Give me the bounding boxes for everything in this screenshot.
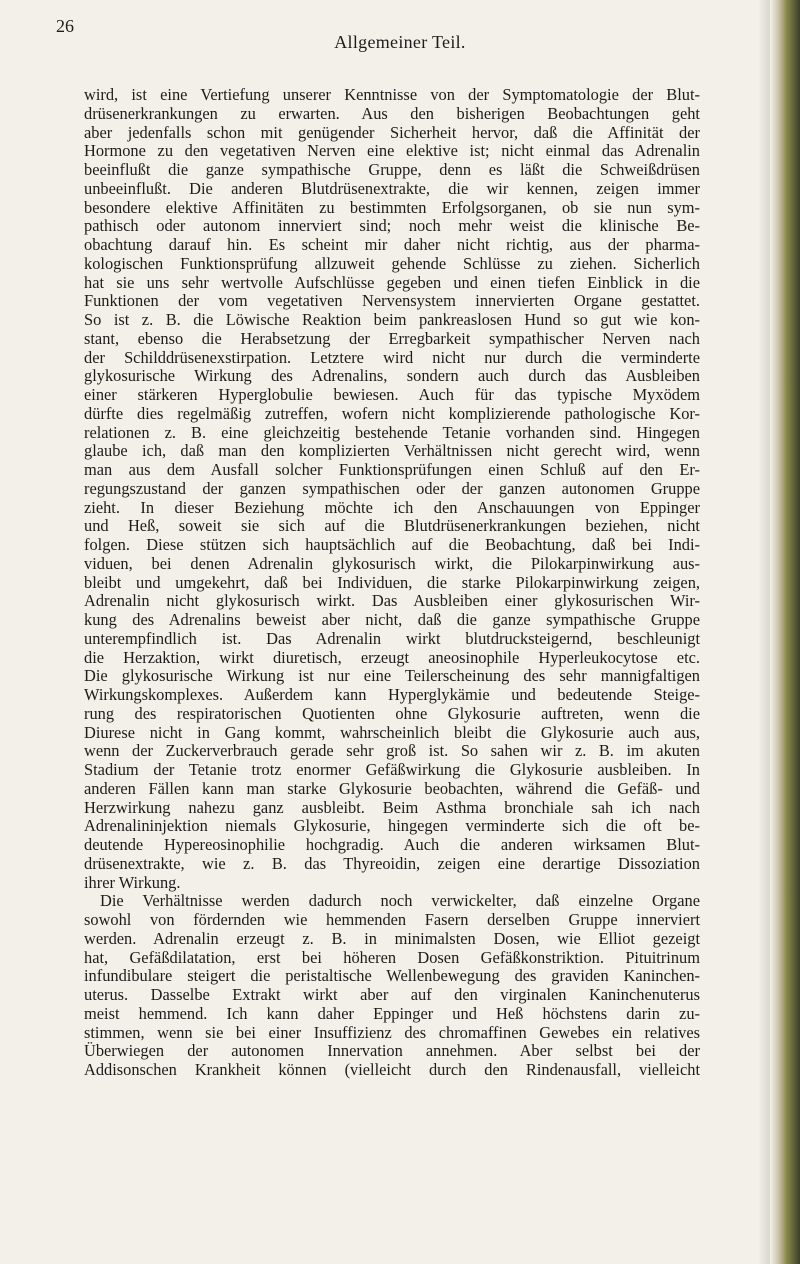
text-line: Stadium der Tetanie trotz enormer Gefäßwirkung die Glykosurie ausbleiben. In: [84, 760, 700, 779]
text-line: viduen, bei denen Adrenalin glykosurisch wirkt, die Pilokarpinwirkung aus-: [84, 553, 700, 573]
text-line: obachtung darauf hin. Es scheint mir daher nicht richtig, aus der pharma-: [84, 235, 700, 254]
text-line: Wirkungskomplexes. Außerdem kann Hyperglykämie und bedeutende Steige-: [84, 685, 700, 704]
text-line: glykosurische Wirkung des Adrenalins, sondern auch durch das Ausbleiben: [84, 366, 700, 386]
text-line: hat, Gefäßdilatation, erst bei höheren Dosen Gefäßkonstriktion. Pituitrinum: [84, 947, 700, 967]
text-line: Adrenalininjektion niemals Glykosurie, hingegen verminderte sich die oft be-: [84, 816, 700, 836]
text-line: Addisonschen Krankheit können (vielleicht durch den Rindenausfall, vielleicht: [84, 1060, 700, 1079]
page-number: 26: [56, 16, 74, 36]
book-edge: [770, 0, 800, 1264]
text-line: unterempfindlich ist. Das Adrenalin wirkt blutdrucksteigernd, beschleunigt: [84, 628, 700, 648]
text-line: uterus. Dasselbe Extrakt wirkt aber auf den virginalen Kaninchenuterus: [84, 985, 700, 1004]
text-line: regungszustand der ganzen sympathischen oder der ganzen autonomen Gruppe: [84, 478, 700, 498]
text-line: dürfte dies regelmäßig zutreffen, wofern nicht komplizierende pathologische Kor-: [84, 403, 700, 423]
text-line: man aus dem Ausfall solcher Funktionsprüfungen einen Schluß auf den Er-: [84, 460, 700, 479]
text-line: Herzwirkung nahezu ganz ausbleibt. Beim Asthma bronchiale sah ich nach: [84, 797, 700, 817]
text-line: glaube ich, daß man den komplizierten Verhältnissen nicht gerecht wird, wenn: [84, 441, 700, 461]
text-line: sowohl von fördernden wie hemmenden Fasern derselben Gruppe innerviert: [84, 910, 700, 929]
text-line: werden. Adrenalin erzeugt z. B. in minimalsten Dosen, wie Elliot gezeigt: [84, 928, 700, 948]
text-line: wird, ist eine Vertiefung unserer Kenntnisse von der Symptomatologie der Blut-: [84, 85, 700, 104]
text-line: kologischen Funktionsprüfung allzuweit gehende Schlüsse zu ziehen. Sicherlich: [84, 253, 700, 273]
page-gutter-shadow: [758, 0, 770, 1264]
text-line: ihrer Wirkung.: [84, 872, 181, 892]
text-line: stant, ebenso die Herabsetzung der Erregbarkeit sympathischer Nerven nach: [84, 328, 700, 348]
text-line: folgen. Diese stützen sich hauptsächlich auf die Beobachtung, daß bei Indi-: [84, 535, 700, 554]
text-line: einer stärkeren Hyperglobulie bewiesen. Auch für das typische Myxödem: [84, 385, 700, 404]
text-line: drüsenerkrankungen zu erwarten. Aus den bisherigen Beobachtungen geht: [84, 103, 700, 123]
text-line: unbeeinflußt. Die anderen Blutdrüsenextrakte, die wir kennen, zeigen immer: [84, 178, 700, 198]
text-line: zieht. In dieser Beziehung möchte ich den Anschauungen von Eppinger: [84, 497, 700, 517]
text-line: Überwiegen der autonomen Innervation annehmen. Aber selbst bei der: [84, 1041, 700, 1061]
text-line: stimmen, wenn sie bei einer Insuffizienz des chromaffinen Gewebes ein relatives: [84, 1022, 700, 1042]
body-text: [84, 86, 700, 1080]
text-line: drüsenextrakte, wie z. B. das Thyreoidin, zeigen eine derartige Dissoziation: [84, 853, 700, 873]
text-line: infundibulare steigert die peristaltische Wellenbewegung des graviden Kaninchen-: [84, 966, 700, 986]
text-line: Funktionen der vom vegetativen Nervensystem innervierten Organe gestattet.: [84, 291, 700, 311]
running-title: Allgemeiner Teil.: [334, 32, 466, 52]
text-line: besondere elektive Affinitäten zu bestimmten Erfolgsorganen, ob sie nun sym-: [84, 197, 700, 217]
text-line: bleibt und umgekehrt, daß bei Individuen, die starke Pilokarpinwirkung zeigen,: [84, 572, 700, 592]
text-line: Die glykosurische Wirkung ist nur eine Teilerscheinung des sehr mannigfaltigen: [84, 666, 700, 686]
text-line: rung des respiratorischen Quotienten ohne Glykosurie auftreten, wenn die: [84, 703, 700, 723]
text-line: die Herzaktion, wirkt diuretisch, erzeugt aneosinophile Hyperleukocytose etc.: [84, 647, 700, 667]
text-line: So ist z. B. die Löwische Reaktion beim pankreaslosen Hund so gut wie kon-: [84, 310, 700, 329]
text-line: meist hemmend. Ich kann daher Eppinger und Heß höchstens darin zu-: [84, 1003, 700, 1023]
text-line: kung des Adrenalins beweist aber nicht, daß die ganze sympathische Gruppe: [84, 610, 700, 629]
text-line: Diurese nicht in Gang kommt, wahrscheinlich bleibt die Glykosurie auch aus,: [84, 722, 700, 742]
text-line: deutende Hypereosinophilie hochgradig. Auch die anderen wirksamen Blut-: [84, 835, 700, 854]
text-line: hat sie uns sehr wertvolle Aufschlüsse gegeben und einen tiefen Einblick in die: [84, 272, 700, 292]
text-line: Adrenalin nicht glykosurisch wirkt. Das Ausbleiben einer glykosurischen Wir-: [84, 591, 700, 611]
text-line: und Heß, soweit sie sich auf die Blutdrüsenerkrankungen beziehen, nicht: [84, 516, 700, 536]
text-line: der Schilddrüsenexstirpation. Letztere wird nicht nur durch die verminderte: [84, 347, 700, 367]
text-line: anderen Fällen kann man starke Glykosurie beobachten, während die Gefäß- und: [84, 778, 700, 798]
text-line: beeinflußt die ganze sympathische Gruppe, denn es läßt die Schweißdrüsen: [84, 160, 700, 179]
text-line: relationen z. B. eine gleichzeitig bestehende Tetanie vorhanden sind. Hingegen: [84, 422, 700, 442]
text-line: pathisch oder autonom innerviert sind; noch mehr weist die klinische Be-: [84, 216, 700, 236]
text-line: aber jedenfalls schon mit genügender Sicherheit hervor, daß die Affinität der: [84, 122, 700, 142]
text-line: Die Verhältnisse werden dadurch noch verwickelter, daß einzelne Organe: [100, 891, 700, 911]
text-line: Hormone zu den vegetativen Nerven eine elektive ist; nicht einmal das Adrenalin: [84, 141, 700, 161]
text-line: wenn der Zuckerverbrauch gerade sehr groß ist. So sahen wir z. B. im akuten: [84, 741, 700, 761]
